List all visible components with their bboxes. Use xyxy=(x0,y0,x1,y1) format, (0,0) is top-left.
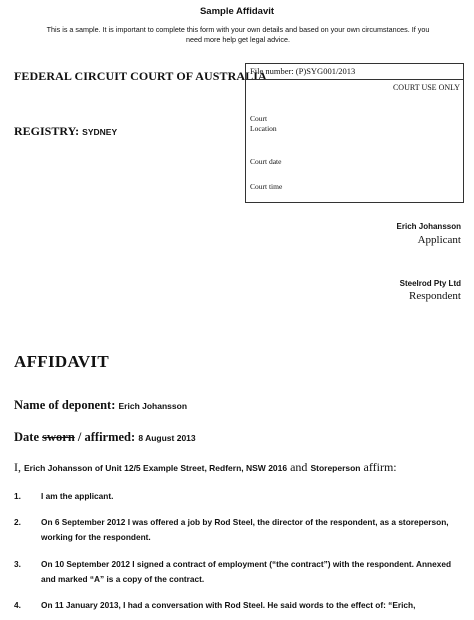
applicant-role: Applicant xyxy=(417,234,461,246)
paragraph-number: 4. xyxy=(14,600,21,610)
paragraph-3 xyxy=(14,557,464,587)
paragraph-4 xyxy=(14,598,464,613)
paragraph-text: On 10 September 2012 I signed a contract of employment (“the contract”) with the respondent. Annexed and marked “A” is a copy of the contract. xyxy=(41,559,452,584)
respondent-name: Steelrod Pty Ltd xyxy=(399,279,461,288)
deponent-statement xyxy=(14,460,466,475)
registry-label: REGISTRY: xyxy=(14,124,80,138)
court-location-label xyxy=(250,114,277,134)
statement-prefix: I, xyxy=(14,460,21,474)
paragraph-number: 3. xyxy=(14,559,21,569)
paragraph-2 xyxy=(14,515,464,545)
court-use-box xyxy=(245,63,464,203)
paragraph-text: I am the applicant. xyxy=(41,491,114,501)
deponent-line xyxy=(14,398,187,413)
statement-suffix: affirm: xyxy=(363,460,397,474)
applicant-name: Erich Johansson xyxy=(396,222,461,231)
respondent-role: Respondent xyxy=(409,290,461,302)
court-time-label: Court time xyxy=(250,182,283,191)
court-location-label-line-2: Location xyxy=(250,124,277,133)
court-location-label-line-1: Court xyxy=(250,114,268,123)
document-title: Sample Affidavit xyxy=(199,6,275,17)
intro-note-line-2: need more help get legal advice. xyxy=(186,35,290,44)
date-label-prefix: Date xyxy=(14,430,39,444)
file-number-row xyxy=(246,64,463,80)
paragraph-text: On 6 September 2012 I was offered a job by Rod Steel, the director of the respondent, as a storeperson, working for the respondent. xyxy=(41,517,449,542)
date-label-sworn-struck: sworn xyxy=(42,430,75,444)
statement-occupation: Storeperson xyxy=(310,463,361,473)
court-use-only-label: COURT USE ONLY xyxy=(392,83,460,92)
registry-value: SYDNEY xyxy=(82,127,118,137)
statement-and: and xyxy=(290,460,308,474)
deponent-value: Erich Johansson xyxy=(118,401,188,411)
deponent-label: Name of deponent: xyxy=(14,398,116,412)
paragraph-text: On 11 January 2013, I had a conversation with Rod Steel. He said words to the effect of: “Erich, xyxy=(41,600,416,610)
paragraph-number: 2. xyxy=(14,517,21,527)
date-label-suffix: / affirmed: xyxy=(77,430,136,444)
intro-note xyxy=(20,25,456,45)
affidavit-heading: AFFIDAVIT xyxy=(14,352,109,371)
registry-line xyxy=(14,124,117,139)
court-name: FEDERAL CIRCUIT COURT OF AUSTRALIA xyxy=(14,69,267,83)
court-date-label: Court date xyxy=(250,157,282,166)
file-number: File number: (P)SYG001/2013 xyxy=(250,66,356,76)
date-line xyxy=(14,430,196,445)
statement-details: Erich Johansson of Unit 12/5 Example Street, Redfern, NSW 2016 xyxy=(24,463,288,473)
intro-note-line-1: This is a sample. It is important to complete this form with your own details and based on your own circumstances. If you xyxy=(46,25,430,34)
date-value: 8 August 2013 xyxy=(138,433,196,443)
paragraph-number: 1. xyxy=(14,491,21,501)
paragraph-1 xyxy=(14,489,464,504)
